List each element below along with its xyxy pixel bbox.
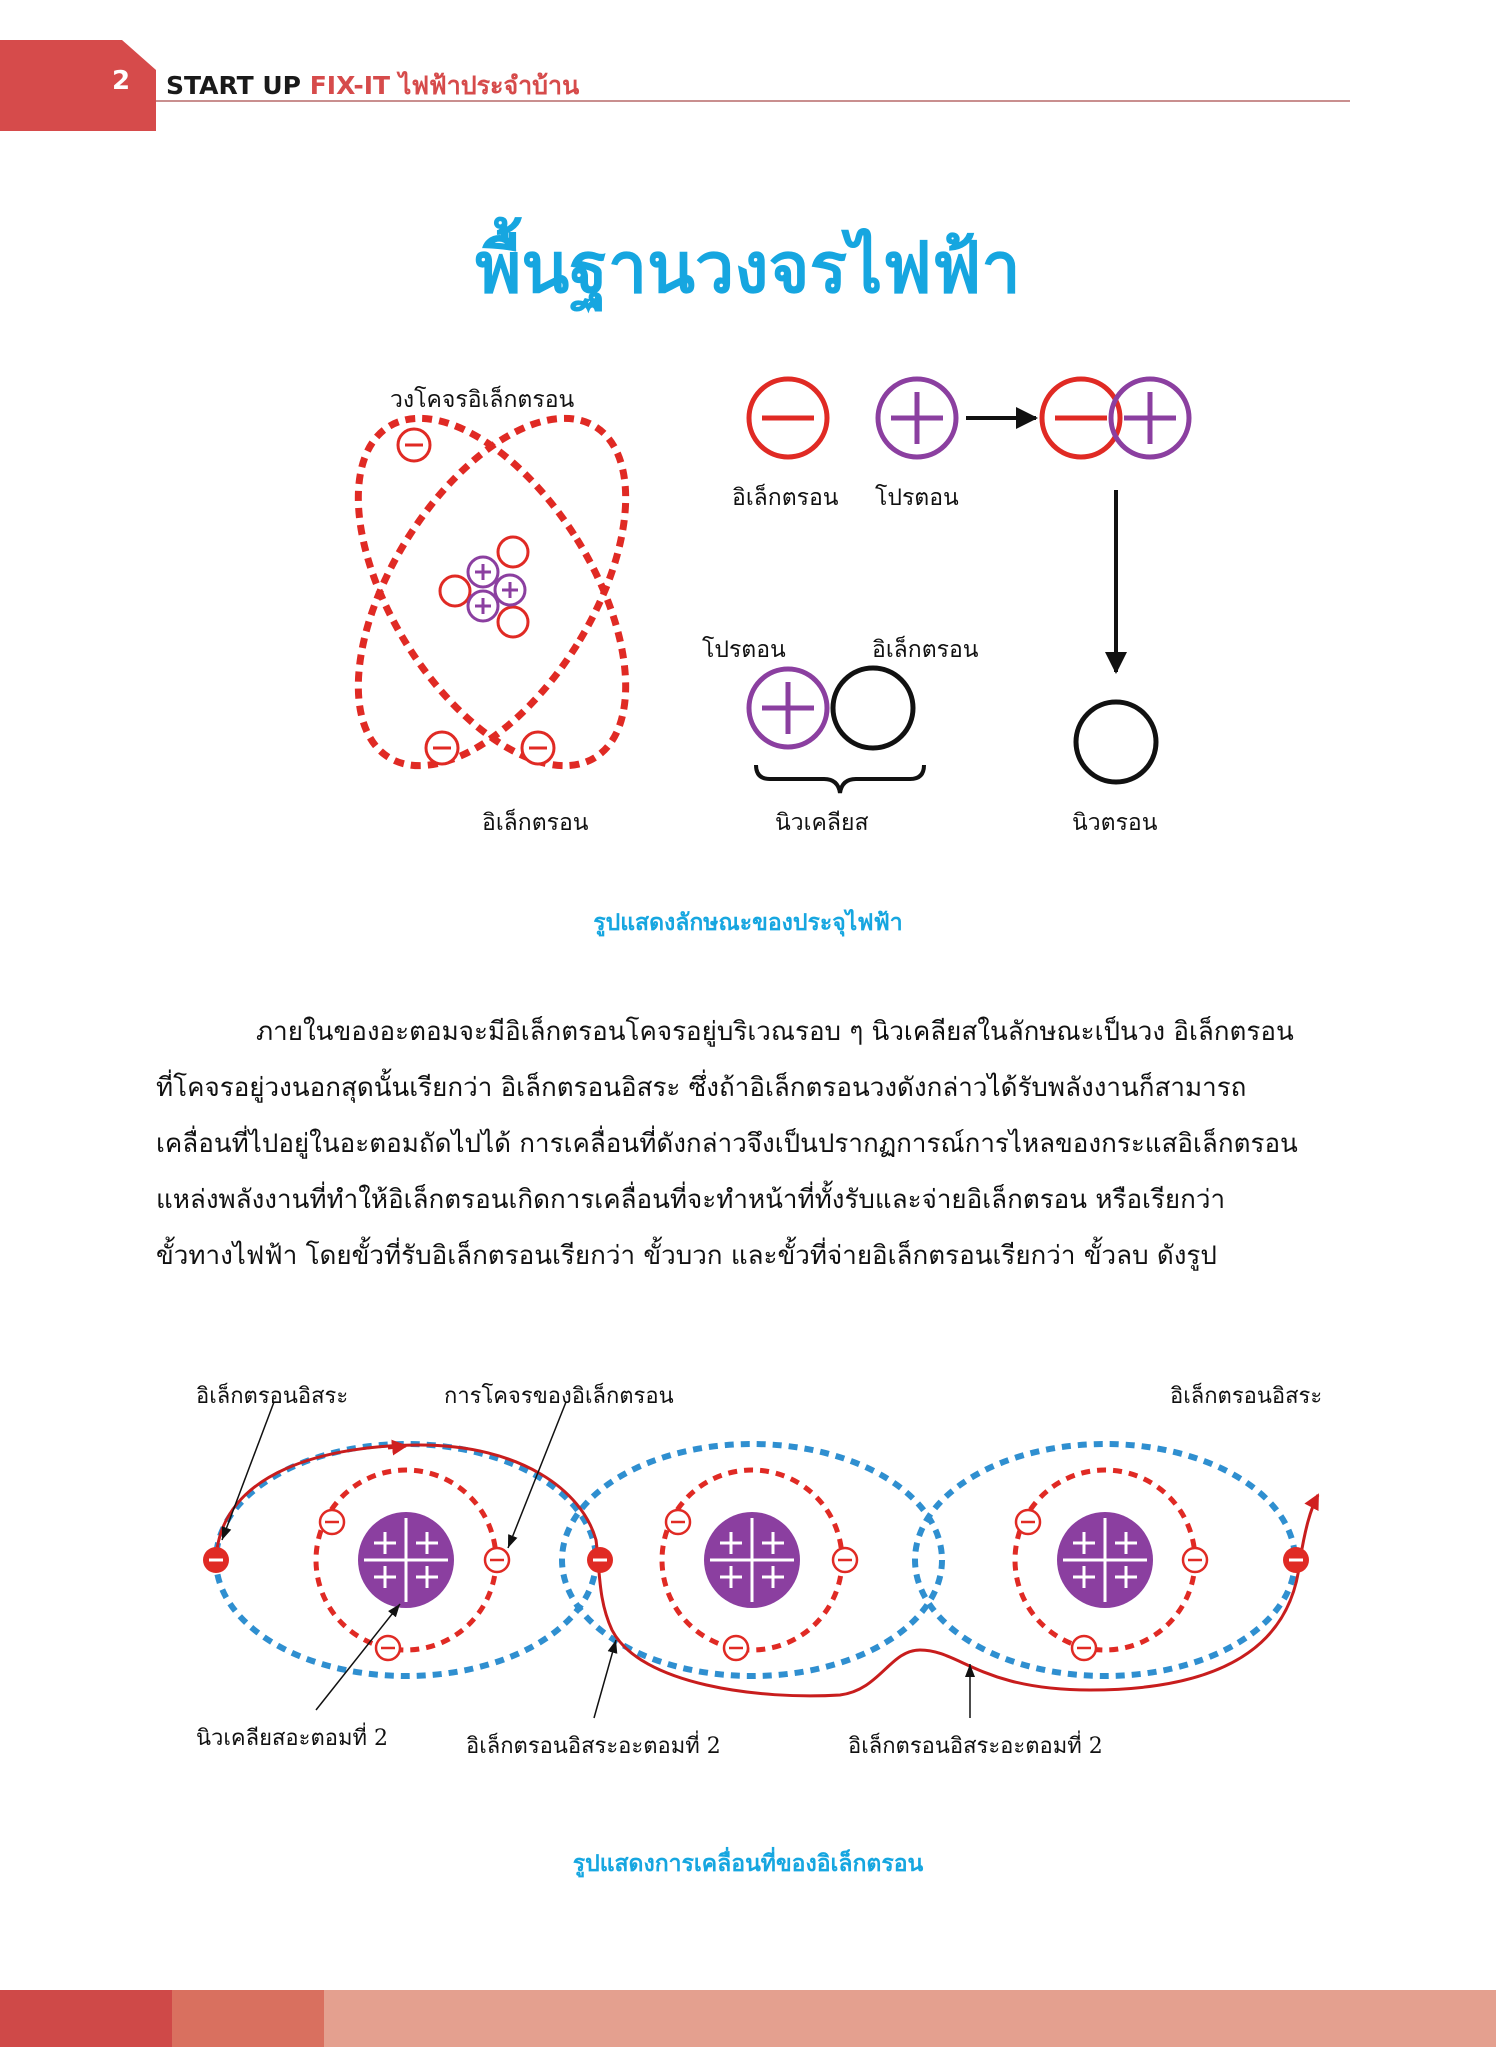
nucleus-atom-2 (704, 1512, 800, 1608)
page-title: พื้นฐานวงจรไฟฟ้า (475, 227, 1021, 309)
series-name: START UP (166, 71, 301, 100)
free-electron-right-label: อิเล็กตรอนอิสระ (1170, 1384, 1323, 1409)
free-electron-1 (203, 1547, 229, 1573)
footer-band-mid (172, 1990, 324, 2047)
nucleus-atom-3 (1057, 1512, 1153, 1608)
paragraph-line-4: แหล่งพลังงานที่ทำให้อิเล็กตรอนเกิดการเคลื่อนที่จะทำหน้าที่ทั้งรับและจ่ายอิเล็กตรอน หรือเรียกว่า (156, 1185, 1226, 1215)
free-electron-3 (1283, 1547, 1309, 1573)
leader-orbit (508, 1402, 566, 1548)
figure1-caption: รูปแสดงลักษณะของประจุไฟฟ้า (593, 910, 903, 936)
nucleus-label: นิวเคลียส (775, 810, 869, 836)
nucleus-electron-label: อิเล็กตรอน (872, 637, 979, 663)
orbit-ellipse-2 (304, 374, 680, 811)
electron-label: อิเล็กตรอน (732, 485, 839, 511)
paragraph-line-3: เคลื่อนที่ไปอยู่ในอะตอมถัดไปได้ การเคลื่อนที่ดังกล่าวจึงเป็นปรากฏการณ์การไหลของกระแสอิเล็กตรอน (156, 1129, 1298, 1159)
proton-symbol (878, 379, 956, 457)
book-title: FIX-IT ไฟฟ้าประจำบ้าน (309, 71, 580, 100)
orbit-ellipse-1 (304, 374, 680, 811)
neutron-symbol (1076, 702, 1156, 782)
electron-label-bottom: อิเล็กตรอน (482, 810, 589, 836)
nucleus-neutron (833, 668, 913, 748)
orbit-electron-2 (426, 732, 458, 764)
footer-band-dark (0, 1990, 172, 2047)
nucleus-proton-label: โปรตอน (702, 637, 786, 663)
free-electron-atom2-label-b: อิเล็กตรอนอิสระอะตอมที่ 2 (848, 1734, 1103, 1759)
nucleus-atom-1 (358, 1512, 454, 1608)
atom-nucleus (440, 537, 528, 637)
page-number: 2 (112, 66, 131, 96)
body-paragraph (156, 1004, 1356, 1284)
paragraph-line-2: ที่โคจรอยู่วงนอกสุดนั้นเรียกว่า อิเล็กตรอนอิสระ ซึ่งถ้าอิเล็กตรอนวงดังกล่าวได้รับพลังงานก็สามารถ (156, 1073, 1247, 1103)
nucleus-atom2-label: นิวเคลียสอะตอมที่ 2 (196, 1726, 388, 1751)
proton-label: โปรตอน (875, 485, 959, 511)
leader-free-electron-left (222, 1402, 274, 1540)
neutron-label: นิวตรอน (1072, 810, 1158, 836)
electron-movement-diagram (203, 1402, 1318, 1718)
leader-free-electron-a (594, 1640, 616, 1718)
free-electron-atom2-label-a: อิเล็กตรอนอิสระอะตอมที่ 2 (466, 1734, 721, 1759)
free-electron-left-label: อิเล็กตรอนอิสระ (196, 1384, 349, 1409)
orbit-label: วงโคจรอิเล็กตรอน (390, 387, 575, 413)
nucleus-brace (756, 765, 924, 793)
figure2-caption: รูปแสดงการเคลื่อนที่ของอิเล็กตรอน (572, 1851, 924, 1877)
orbit-electron-3 (522, 732, 554, 764)
combined-charge-symbol (1042, 379, 1189, 457)
footer-band-light (324, 1990, 1496, 2047)
free-electron-2 (587, 1547, 613, 1573)
nucleus-proton (749, 669, 827, 747)
path-direction-arrow (388, 1446, 406, 1448)
atom-model (304, 374, 680, 811)
electron-symbol (749, 379, 827, 457)
paragraph-line-1: ภายในของอะตอมจะมีอิเล็กตรอนโคจรอยู่บริเวณรอบ ๆ นิวเคลียสในลักษณะเป็นวง อิเล็กตรอน (256, 1017, 1294, 1047)
orbit-motion-label: การโคจรของอิเล็กตรอน (444, 1384, 674, 1409)
orbit-electron-1 (398, 429, 430, 461)
paragraph-line-5: ขั้วทางไฟฟ้า โดยขั้วที่รับอิเล็กตรอนเรียกว่า ขั้วบวก และขั้วที่จ่ายอิเล็กตรอนเรียกว่า ขั้วลบ ดังรูป (156, 1241, 1217, 1271)
